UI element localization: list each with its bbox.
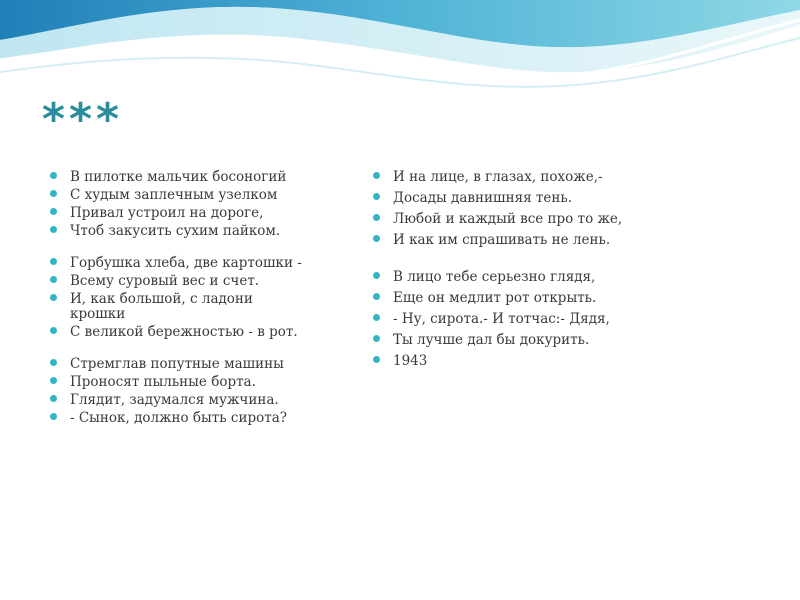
poem-line: Ты лучше дал бы докурить.: [393, 332, 590, 348]
poem-left-column: [50, 170, 310, 429]
bullet-icon: [373, 356, 380, 363]
poem-line: И как им спрашивать не лень.: [393, 232, 611, 248]
poem-line: - Сынок, должно быть сирота?: [70, 410, 287, 426]
list-item: [50, 411, 310, 426]
poem-line: С великой бережностью - в рот.: [70, 324, 298, 340]
bullet-icon: [373, 272, 380, 279]
poem-right-column: [373, 170, 663, 375]
bullet-icon: [50, 359, 57, 366]
slide-title: ***: [42, 94, 124, 145]
bullet-icon: [373, 214, 380, 221]
poem-line: Чтоб закусить сухим пайком.: [70, 223, 281, 239]
poem-year: 1943: [393, 353, 428, 369]
list-item: [373, 233, 663, 248]
list-item: [373, 291, 663, 306]
bullet-icon: [373, 335, 380, 342]
bullet-icon: [50, 327, 57, 334]
list-item: [50, 224, 310, 239]
bullet-icon: [50, 258, 57, 265]
bullet-icon: [50, 172, 57, 179]
list-item: [50, 393, 310, 408]
poem-line: Всему суровый вес и счет.: [70, 273, 260, 289]
list-item: [373, 270, 663, 285]
list-item: [373, 333, 663, 348]
bullet-icon: [50, 413, 57, 420]
poem-line: И, как большой, с ладони крошки: [70, 291, 253, 322]
poem-line: Досады давнишняя тень.: [393, 190, 572, 206]
list-item: [50, 292, 310, 322]
poem-line: И на лице, в глазах, похоже,-: [393, 169, 603, 185]
list-item: [50, 274, 310, 289]
list-item: [50, 188, 310, 203]
list-item: [373, 354, 663, 369]
poem-line: Любой и каждый все про то же,: [393, 211, 623, 227]
bullet-icon: [50, 276, 57, 283]
list-item: [50, 375, 310, 390]
list-item: [373, 312, 663, 327]
poem-line: Привал устроил на дороге,: [70, 205, 264, 221]
bullet-icon: [50, 208, 57, 215]
poem-line: Горбушка хлеба, две картошки -: [70, 255, 302, 271]
poem-line: Проносят пыльные борта.: [70, 374, 256, 390]
bullet-icon: [373, 293, 380, 300]
list-item: [50, 206, 310, 221]
bullet-icon: [373, 172, 380, 179]
list-item: [50, 325, 310, 340]
poem-line: В лицо тебе серьезно глядя,: [393, 269, 596, 285]
bullet-icon: [50, 190, 57, 197]
bullet-icon: [373, 235, 380, 242]
poem-line: Еще он медлит рот открыть.: [393, 290, 597, 306]
poem-line: С худым заплечным узелком: [70, 187, 278, 203]
poem-line: В пилотке мальчик босоногий: [70, 169, 287, 185]
list-item: [373, 212, 663, 227]
bullet-icon: [50, 226, 57, 233]
bullet-icon: [373, 193, 380, 200]
bullet-icon: [50, 294, 57, 301]
list-item: [50, 256, 310, 271]
list-item: [373, 170, 663, 185]
poem-line: - Ну, сирота.- И тотчас:- Дядя,: [393, 311, 610, 327]
bullet-icon: [50, 395, 57, 402]
list-item: [373, 191, 663, 206]
poem-line: Стремглав попутные машины: [70, 356, 284, 372]
list-item: [50, 357, 310, 372]
bullet-icon: [373, 314, 380, 321]
list-item: [50, 170, 310, 185]
poem-line: Глядит, задумался мужчина.: [70, 392, 279, 408]
wave-header-decoration: [0, 0, 800, 95]
bullet-icon: [50, 377, 57, 384]
